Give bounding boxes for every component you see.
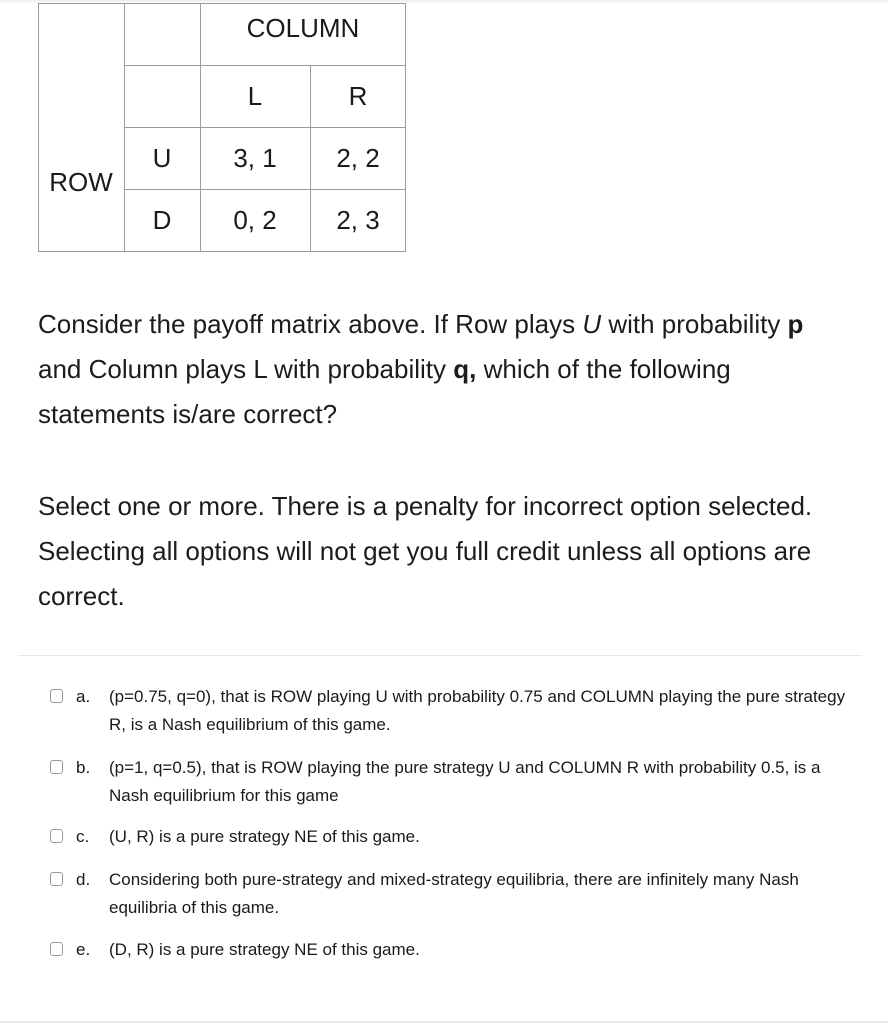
payoff-UL: 3, 1 — [233, 142, 277, 173]
option-d-letter: d. — [76, 870, 91, 889]
payoff-matrix — [38, 3, 406, 252]
row-strategy-D: D — [152, 204, 172, 235]
bottom-border — [0, 1021, 888, 1023]
section-divider — [18, 655, 862, 656]
payoff-DL: 0, 2 — [233, 204, 277, 235]
option-e-text: (D, R) is a pure strategy NE of this game. — [109, 940, 420, 959]
column-player-label: COLUMN — [246, 12, 360, 43]
option-b-checkbox[interactable] — [50, 760, 63, 774]
option-e-checkbox[interactable] — [50, 942, 63, 956]
option-a-letter: a. — [76, 687, 91, 706]
instructions-text: Select one or more. There is a penalty for incorrect option selected. Selecting all options will not get you full credit unless all options are correct. — [38, 491, 813, 611]
column-strategy-R: R — [348, 80, 368, 111]
column-strategy-L: L — [247, 80, 263, 111]
matrix-border-bottom — [38, 251, 406, 252]
row-player-label: ROW — [49, 166, 113, 197]
payoff-UR: 2, 2 — [336, 142, 380, 173]
option-c-letter: c. — [76, 827, 90, 846]
option-a-checkbox[interactable] — [50, 689, 63, 703]
matrix-border-left — [38, 3, 39, 252]
option-b-text: (p=1, q=0.5), that is ROW playing the pure strategy U and COLUMN R with probability 0.5, is a Nash equilibrium for this game — [109, 758, 821, 805]
option-c-checkbox[interactable] — [50, 829, 63, 843]
row-strategy-U: U — [152, 142, 172, 173]
option-c-text: (U, R) is a pure strategy NE of this game. — [109, 827, 420, 846]
option-e-letter: e. — [76, 940, 91, 959]
option-d-text: Considering both pure-strategy and mixed-strategy equilibria, there are infinitely many Nash equilibria of this game. — [109, 870, 799, 917]
payoff-DR: 2, 3 — [336, 204, 380, 235]
question-text: Consider the payoff matrix above. If Row plays U with probability p and Column plays L with probability q, which of the following statements is/are correct? — [38, 309, 804, 429]
option-a-text: (p=0.75, q=0), that is ROW playing U with probability 0.75 and COLUMN playing the pure strategy R, is a Nash equilibrium of this game. — [109, 687, 846, 734]
option-d-checkbox[interactable] — [50, 872, 63, 886]
option-b-letter: b. — [76, 758, 91, 777]
